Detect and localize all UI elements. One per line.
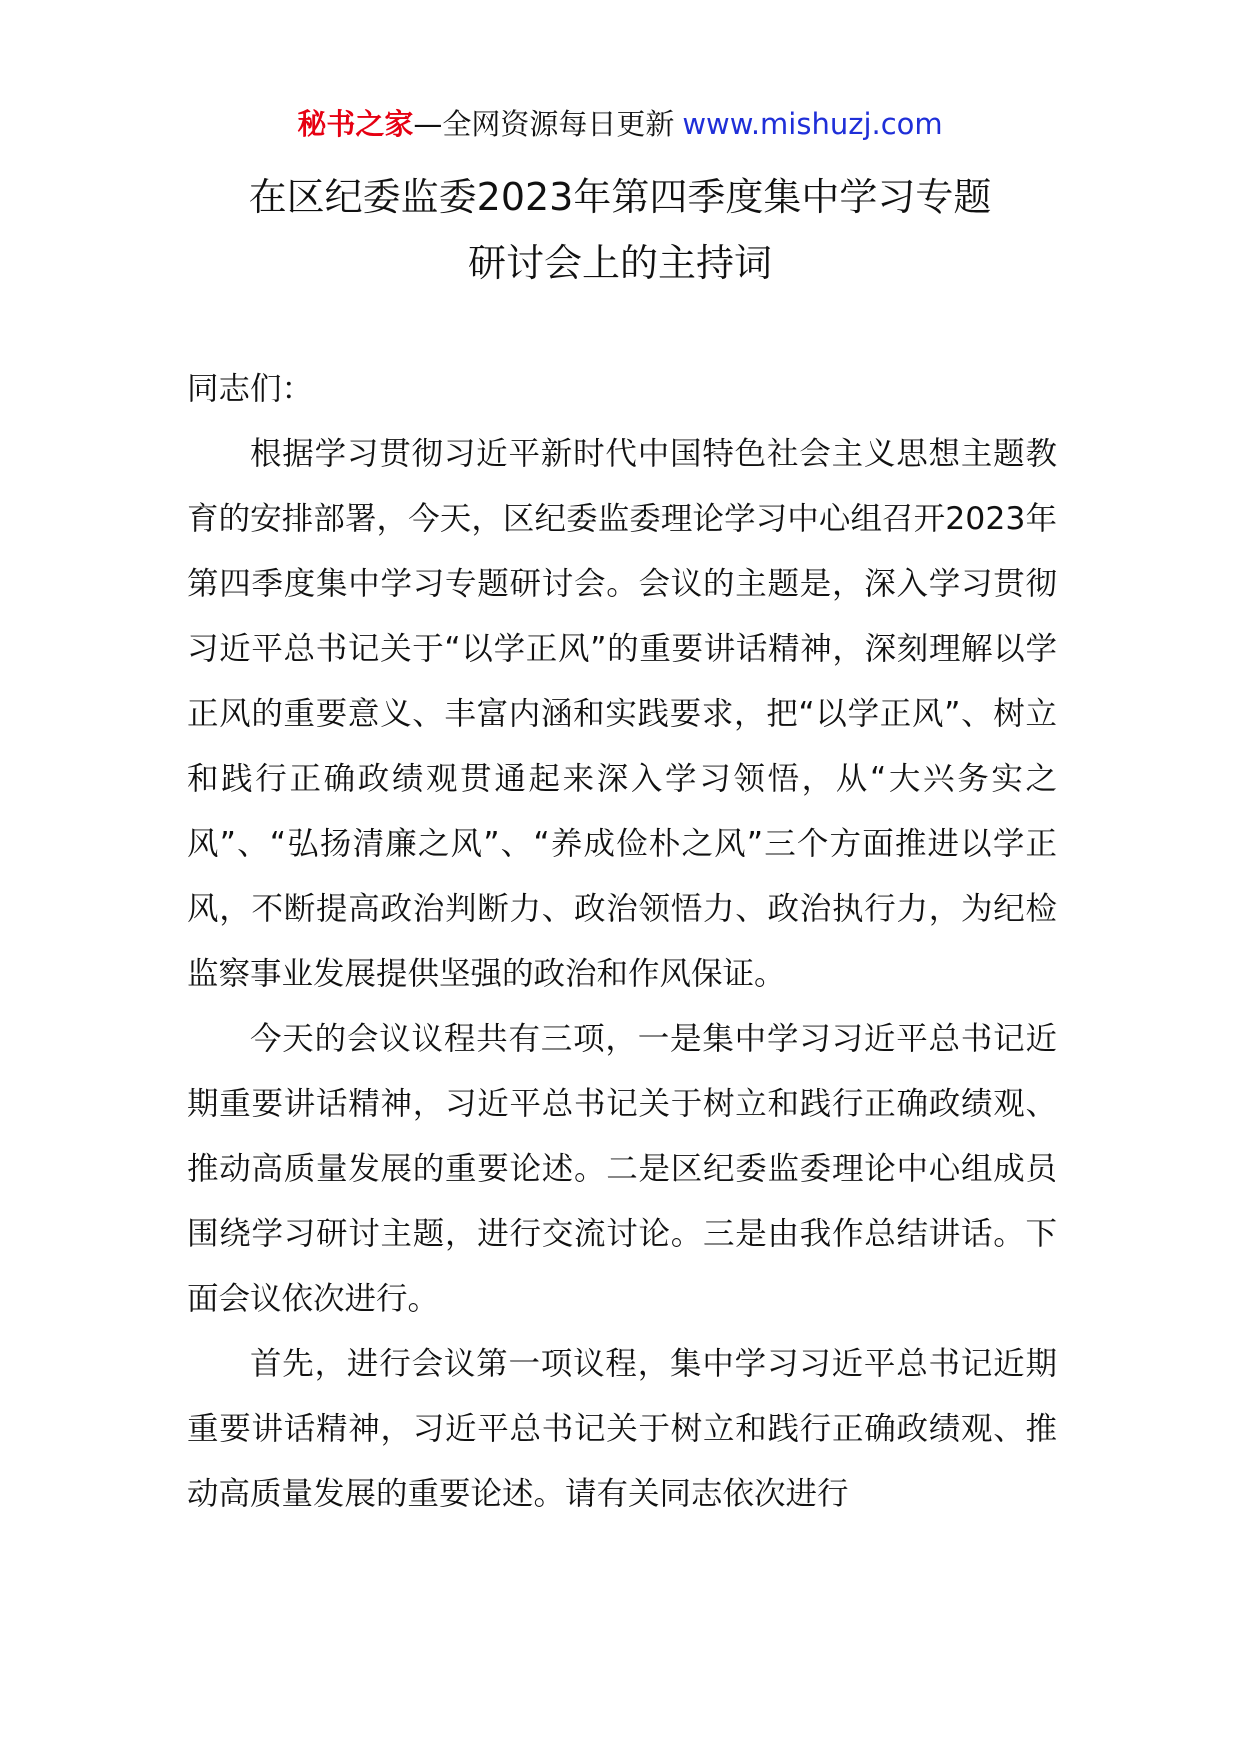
document-body (187, 357, 1057, 1527)
paragraph-2: 今天的会议议程共有三项，一是集中学习习近平总书记近期重要讲话精神，习近平总书记关于树立和践行正确政绩观、推动高质量发展的重要论述。二是区纪委监委理论中心组成员围绕学习研讨主题，进行交流讨论。三是由我作总结讲话。下面会议依次进行。 (187, 1021, 1057, 1317)
title-line-2: 研讨会上的主持词 (467, 241, 772, 285)
salutation: 同志们： (187, 371, 314, 407)
paragraph-1: 根据学习贯彻习近平新时代中国特色社会主义思想主题教育的安排部署，今天，区纪委监委理论学习中心组召开2023年第四季度集中学习专题研讨会。会议的主题是，深入学习贯彻习近平总书记关于“以学正风”的重要讲话精神，深刻理解以学正风的重要意义、丰富内涵和实践要求，把“以学正风”、树立和践行正确政绩观贯通起来深入学习领悟，从“大兴务实之风”、“弘扬清廉之风”、“养成俭朴之风”三个方面推进以学正风，不断提高政治判断力、政治领悟力、政治执行力，为纪检监察事业发展提供坚强的政治和作风保证。 (187, 436, 1057, 992)
site-header (0, 104, 1240, 144)
brand-name: 秘书之家 (297, 107, 414, 141)
title-line-1: 在区纪委监委2023年第四季度集中学习专题 (248, 175, 992, 219)
paragraph-3: 首先，进行会议第一项议程，集中学习习近平总书记近期重要讲话精神，习近平总书记关于树立和践行正确政绩观、推动高质量发展的重要论述。请有关同志依次进行 (187, 1346, 1057, 1512)
document-title (0, 164, 1240, 296)
site-url-link[interactable]: www.mishuzj.com (682, 107, 943, 141)
site-slogan: —全网资源每日更新 (413, 107, 675, 141)
